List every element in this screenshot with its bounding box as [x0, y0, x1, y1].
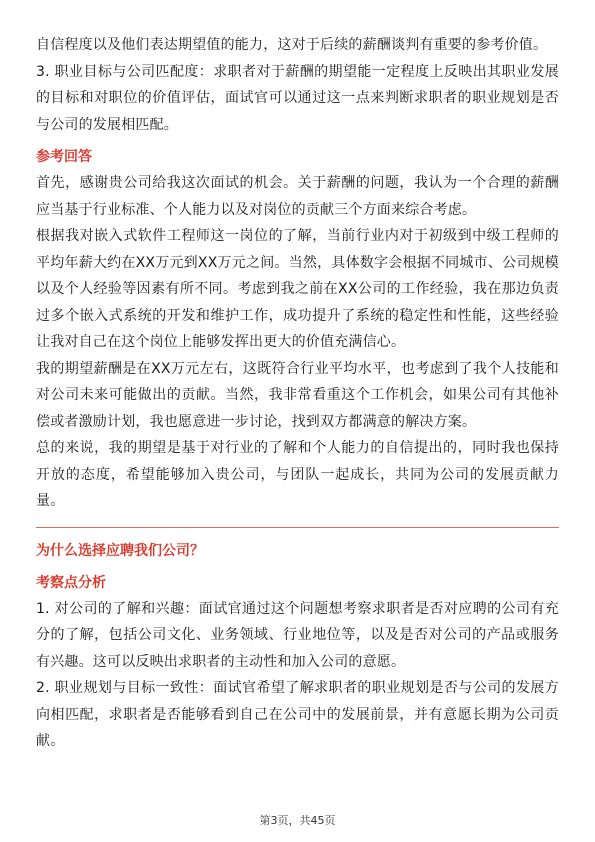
page-number-footer: 第3页，共45页 [259, 814, 336, 827]
point-3-career-goal-fit: 3. 职业目标与公司匹配度：求职者对于薪酬的期望能一定程度上反映出其职业发展的目标和对职位的价值评估，面试官可以通过这一点来判断求职者的职业规划是否与公司的发展相匹配。 [36, 63, 559, 133]
question-title: 为什么选择应聘我们公司？ [36, 542, 204, 559]
answer-paragraph-3: 我的期望薪酬是在XX万元左右，这既符合行业平均水平，也考虑到了我个人技能和对公司未来可能做出的贡献。当然，我非常看重这个工作机会，如果公司有其他补偿或者激励计划，我也愿意进一步讨论，找到双方都满意的解决方案。 [36, 360, 559, 430]
page-content [36, 32, 559, 755]
answer-paragraph-1: 首先，感谢贵公司给我这次面试的机会。关于薪酬的问题，我认为一个合理的薪酬应当基于行业标准、个人能力以及对岗位的贡献三个方面来综合考虑。 [36, 175, 559, 218]
section-divider [36, 527, 559, 528]
answer-paragraph-2: 根据我对嵌入式软件工程师这一岗位的了解，当前行业内对于初级到中级工程师的平均年薪大约在XX万元到XX万元之间。当然，具体数字会根据不同城市、公司规模以及个人经验等因素有所不同。考虑到我之前在XX公司的工作经验，我在那边负责过多个嵌入式系统的开发和维护工作，成功提升了系统的稳定性和性能，这些经验让我对自己在这个岗位上能够发挥出更大的价值充满信心。 [36, 228, 559, 350]
answer-paragraph-4: 总的来说，我的期望是基于对行业的了解和个人能力的自信提出的，同时我也保持开放的态度，希望能够加入贵公司，与团队一起成长，共同为公司的发展贡献力量。 [36, 440, 559, 509]
reference-answer-heading: 参考回答 [36, 149, 92, 165]
analysis-heading: 考察点分析 [36, 574, 106, 591]
analysis-point-2: 2. 职业规划与目标一致性：面试官希望了解求职者的职业规划是否与公司的发展方向相匹配，求职者是否能够看到自己在公司中的发展前景，并有意愿长期为公司贡献。 [36, 680, 559, 749]
analysis-point-1: 1. 对公司的了解和兴趣：面试官通过这个问题想考察求职者是否对应聘的公司有充分的了解，包括公司文化、业务领域、行业地位等，以及是否对公司的产品或服务有兴趣。这可以反映出求职者的主动性和加入公司的意愿。 [36, 600, 559, 670]
paragraph-continuation: 自信程度以及他们表达期望值的能力，这对于后续的薪酬谈判有重要的参考价值。 [36, 37, 548, 53]
